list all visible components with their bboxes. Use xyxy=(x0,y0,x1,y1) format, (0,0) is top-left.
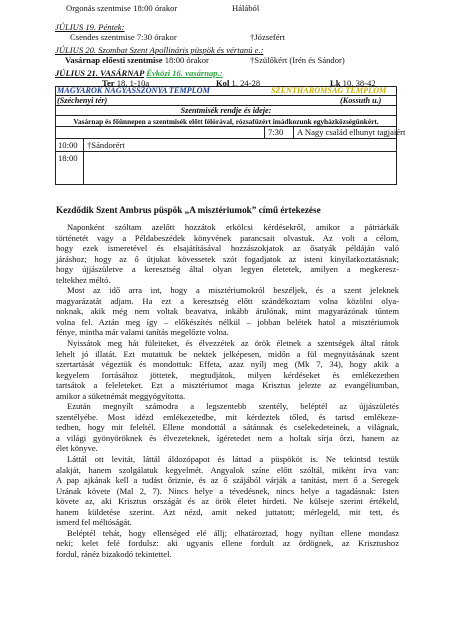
article-line: fordul, ránéz bizakodó tekintettel. xyxy=(56,548,172,559)
reading-1-book: Ter xyxy=(102,78,115,88)
article-line: ismerd fel méltóságát. xyxy=(56,517,132,528)
row1-time-right: 7:30 xyxy=(268,127,284,137)
article-line: járáshoz; hogy az ő útjukat kövessetek szót fogadjatok az isteni kinyilatkoztatásnak; xyxy=(56,253,399,264)
row3-time-left: 18:00 xyxy=(58,153,78,163)
article-line: Most az idő arra int, hogy a misztériumokról beszéljek, és a szent jeleknek xyxy=(67,285,399,296)
reading-3-ref: 10, 38-42 xyxy=(342,78,376,88)
church-1-place: (Széchenyi tér) xyxy=(57,96,108,105)
article-line: Urának követe (Mal 2, 7). Nincs helye a tévedésnek, nincs helye a tagadásnak: Isten xyxy=(56,485,399,496)
sunday-heading xyxy=(55,68,223,78)
article-line: tartsátok a feleleteket. Ezt a misztériumot maga Krisztus jelezte az evangéliumban, xyxy=(56,380,399,391)
saturday-mass-bold: Vasárnap előesti szentmise xyxy=(65,55,163,65)
article-line: noknak, akik még nem voltak beavatva, inkább árulónak, mint magyarázónak tűntem xyxy=(56,306,399,317)
article-line: Ezután megnyílt számodra a legszentebb szentély, beléptél az újjászületés xyxy=(67,401,399,412)
article-title: Kezdődik Szent Ambrus püspök „A misztériumok” című értekezése xyxy=(56,205,321,215)
event-mass-text: Orgonás szentmise 18:00 órakor xyxy=(66,3,178,13)
article-body xyxy=(56,222,399,560)
church-1-name: MAGYAROK NAGYASSZONYA TEMPLOM xyxy=(57,86,210,95)
row2-time-left: 10:00 xyxy=(58,140,78,150)
reading-1-ref: 18, 1-10a xyxy=(116,78,150,88)
church-2-place: (Kossuth u.) xyxy=(340,96,382,105)
church-2-name: SZENTHÁROMSÁG TEMPLOM xyxy=(271,86,387,95)
article-line: Nyissátok meg hát füleiteket, és élvezzétek az örök életnek a szentségek által rátok xyxy=(67,338,399,349)
article-line: alakját, hanem szolgálatuk kegyelmét. Angyalok színe előtt szóltál, miként írva van: xyxy=(56,464,399,475)
article-line: élet könyve. xyxy=(56,443,98,454)
article-line: hogy ezek ismeretével és elsajátításával hozzászokjatok az ősatyák példáján való xyxy=(56,243,399,254)
row1-text-right: A Nagy család elhunyt tagjaiért xyxy=(297,127,406,137)
article-line: amikor a süketnémát meggyógyította. xyxy=(56,390,186,401)
article-line: Naponként szóltam azelőtt hozzátok erkölcsi kérdésekről, amikor a pátriárkák xyxy=(67,222,399,232)
event-mass-line xyxy=(66,3,177,13)
day-heading-friday: JÚLIUS 19. Péntek: xyxy=(55,22,125,32)
saturday-mass xyxy=(65,55,209,65)
reading-2-book: Kol xyxy=(216,78,230,88)
event-intention: Hálából xyxy=(232,3,260,13)
article-line: a világi gyönyöröknek és élvezeteknek, ígéretedet nem a holtak sírja őrzi, hanem az xyxy=(56,432,399,443)
friday-mass: Csendes szentmise 7:30 órakor xyxy=(70,32,177,42)
schedule-title: Szentmisék rendje és ideje: xyxy=(180,106,272,115)
day-heading-saturday: JÚLIUS 20. Szombat Szent Apollináris püspök és vértanú e.: xyxy=(55,45,264,55)
article-line: hanem küldetése szerint. Azt nézd, amit neked juttatott; mérlegeld, mit tett, és xyxy=(56,506,399,517)
article-line: szertartását végeztük és mondottuk: Effeta, azaz nyílj meg (Mk 7, 34), hogy akik a xyxy=(56,359,399,370)
row2-text-left: †Sándorért xyxy=(87,140,125,150)
schedule-note: Vasárnap és főünnepen a szentmisék előtt félórával, rózsafüzért imádkozunk egyházközségünkért. xyxy=(73,117,379,126)
saturday-intention: †Szülőkért (Irén és Sándor) xyxy=(250,55,345,65)
article-line: teltekhez méltó. xyxy=(56,274,111,285)
article-line: tedben, hogy mit feleltél. Ellene mondottál a sátánnak és cselekedeteinek, a világnak, xyxy=(56,422,399,433)
article-line: hogy újjászületve a keresztség által olyan legyen életetek, amilyen a megkeresz- xyxy=(56,264,399,275)
reading-3-book: Lk xyxy=(330,78,341,88)
sunday-heading-green: Évközi 16. vasárnap.: xyxy=(146,68,223,78)
article-line: történetét vagy a Példabeszédek könyvének parancsait olvastuk. Az volt a célom, xyxy=(56,232,399,243)
friday-intention: †Józsefért xyxy=(250,32,285,42)
article-line: követe az, aki Krisztus országát és az örök életet hirdeti. Ne külseje szerint értékeld, xyxy=(56,496,399,507)
article-line: Láttál ott levitát, láttál áldozópapot és láttad a püspököt is. Ne tekintsd testük xyxy=(67,454,399,465)
article-line: magyarázatát adjam. Ha ezt a keresztség előtt szándékoztam volna közölni olya- xyxy=(56,295,399,306)
sunday-heading-main: JÚLIUS 21. VASÁRNAP xyxy=(55,68,145,78)
article-line: A pap ajkának kell a tudást őriznie, és az ő szájából várják a tanítást, mert ő a Seregek xyxy=(56,475,399,486)
reading-2-ref: 1, 24-28 xyxy=(231,78,261,88)
article-line: kegyelem forrásához jöttetek, megtudjátok, milyen kérdéseket és emlékezetben xyxy=(56,369,399,380)
article-line: lehelt jó illatát. Ezt mutattuk be nektek jelképesen, midőn a fül megnyitásának szent xyxy=(56,348,399,359)
article-line: szentélyébe. Most idézd emlékezetedbe, mit kérdeztek tőled, és tartsd emlékeze- xyxy=(56,411,399,422)
article-line: volna fel. Aztán meg így – előkészítés nélkül – jobban belétek hatol a misztériumok xyxy=(56,316,399,327)
saturday-mass-rest: 18:00 órakor xyxy=(162,55,209,65)
article-line: neki; kelet felé fordulsz: aki ugyanis ellene fordult az ördögnek, az Krisztushoz xyxy=(56,538,399,549)
article-line: fénye, mintha már valami tanítás megelőzte volna. xyxy=(56,327,229,338)
article-line: Beléptél tehát, hogy ellenséged elé állj; elhatároztad, hogy nyíltan ellene mondasz xyxy=(67,527,399,538)
